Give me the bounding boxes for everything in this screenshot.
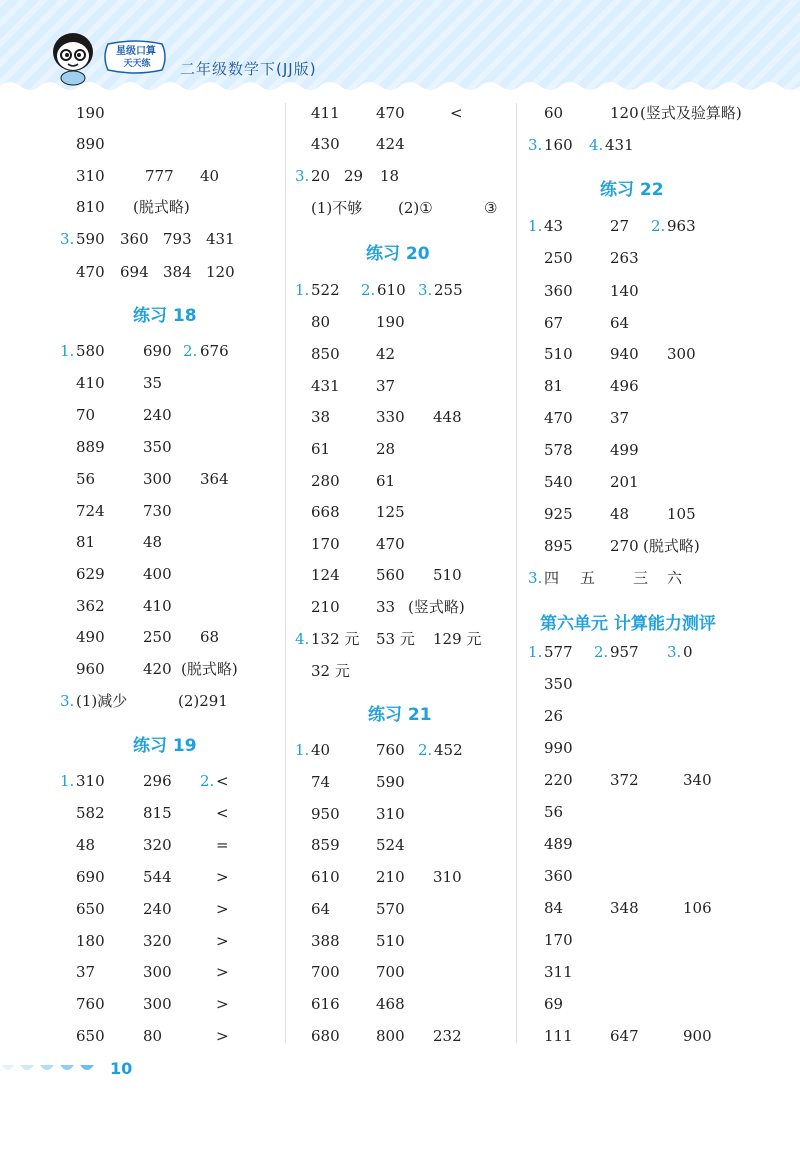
answer-cell: 889 <box>76 438 105 456</box>
answer-cell: 700 <box>376 963 405 981</box>
answer-cell: 160 <box>544 136 573 154</box>
answer-cell: 255 <box>434 281 463 299</box>
answer-cell: 578 <box>544 441 573 459</box>
answer-cell: 963 <box>667 217 696 235</box>
answer-cell: 38 <box>311 408 331 426</box>
answer-cell: 56 <box>76 470 96 488</box>
mascot-icon <box>50 30 96 86</box>
answer-cell: 680 <box>311 1027 340 1045</box>
answer-cell: 81 <box>76 533 96 551</box>
answer-cell: > <box>216 995 229 1013</box>
answer-cell: 120 <box>206 263 235 281</box>
answer-cell: 53 元 <box>376 630 415 648</box>
answer-cell: 120 <box>610 104 639 122</box>
answer-cell: 410 <box>143 597 172 615</box>
logo-text-top: 星级口算 <box>116 46 156 57</box>
answer-cell: 220 <box>544 771 573 789</box>
answer-cell: 106 <box>683 899 712 917</box>
answer-cell: 957 <box>610 643 639 661</box>
answer-cell: 250 <box>143 628 172 646</box>
column-divider <box>516 103 517 1043</box>
answer-cell: 310 <box>76 772 105 790</box>
answer-cell: (1)不够 <box>311 199 363 217</box>
answer-cell: 81 <box>544 377 564 395</box>
answer-cell: 470 <box>76 263 105 281</box>
question-number: 2. <box>594 643 609 661</box>
answer-cell: 362 <box>76 597 105 615</box>
answer-cell: 850 <box>311 345 340 363</box>
answer-cell: 74 <box>311 773 331 791</box>
section-heading: 第六单元 计算能力测评 <box>540 614 716 634</box>
answer-cell: 35 <box>143 374 163 392</box>
answer-cell: > <box>216 932 229 950</box>
answer-cell: 859 <box>311 836 340 854</box>
answer-cell: 80 <box>311 313 331 331</box>
answer-cell: 43 <box>544 217 564 235</box>
answer-cell: 431 <box>206 230 235 248</box>
question-number: 1. <box>528 643 543 661</box>
answer-cell: 360 <box>544 867 573 885</box>
answer-cell: 18 <box>380 167 400 185</box>
answer-cell: 490 <box>76 628 105 646</box>
answer-cell: 810 <box>76 198 105 216</box>
answer-cell: 310 <box>76 167 105 185</box>
question-number: 1. <box>295 281 310 299</box>
answer-cell: 37 <box>76 963 96 981</box>
answer-cell: 760 <box>376 741 405 759</box>
answer-cell: 540 <box>544 473 573 491</box>
answer-cell: 524 <box>376 836 405 854</box>
answer-cell: 668 <box>311 503 340 521</box>
answer-cell: 105 <box>667 505 696 523</box>
question-number: 2. <box>418 741 433 759</box>
answer-cell: 468 <box>376 995 405 1013</box>
answer-cell: 582 <box>76 804 105 822</box>
answer-cell: > <box>216 1027 229 1045</box>
answer-cell: 650 <box>76 900 105 918</box>
answer-cell: 20 <box>311 167 331 185</box>
answer-cell: 201 <box>610 473 639 491</box>
answer-cell: 48 <box>143 533 163 551</box>
answer-cell: 940 <box>610 345 639 363</box>
answer-cell: 61 <box>376 472 396 490</box>
answer-cell: 544 <box>143 868 172 886</box>
answer-cell: 310 <box>376 805 405 823</box>
answer-cell: = <box>216 836 229 854</box>
answer-note: (脱式略) <box>181 660 238 678</box>
answer-cell: 690 <box>143 342 172 360</box>
answer-cell: 56 <box>544 803 564 821</box>
answer-cell: 28 <box>376 440 396 458</box>
answer-cell: 690 <box>76 868 105 886</box>
answer-cell: 499 <box>610 441 639 459</box>
answer-cell: 647 <box>610 1027 639 1045</box>
answer-cell: 560 <box>376 566 405 584</box>
answer-cell: 263 <box>610 249 639 267</box>
answer-cell: 三 <box>633 569 649 587</box>
answer-cell: 320 <box>143 932 172 950</box>
question-number: 3. <box>60 230 75 248</box>
answer-cell: 610 <box>377 281 406 299</box>
answer-cell: 64 <box>610 314 630 332</box>
question-number: 3. <box>418 281 433 299</box>
answer-cell: 180 <box>76 932 105 950</box>
answer-cell: 310 <box>433 868 462 886</box>
answer-cell: 68 <box>200 628 220 646</box>
question-number: 1. <box>60 772 75 790</box>
answer-cell: < <box>450 104 463 122</box>
answer-cell: 800 <box>376 1027 405 1045</box>
question-number: 1. <box>528 217 543 235</box>
answer-cell: 372 <box>610 771 639 789</box>
answer-cell: 330 <box>376 408 405 426</box>
answer-cell: 570 <box>376 900 405 918</box>
question-number: 3. <box>667 643 682 661</box>
answer-cell: 510 <box>544 345 573 363</box>
answer-cell: 760 <box>76 995 105 1013</box>
answer-cell: 470 <box>544 409 573 427</box>
answer-cell: 676 <box>200 342 229 360</box>
answer-cell: 250 <box>544 249 573 267</box>
section-heading: 练习 22 <box>600 180 664 200</box>
answer-cell: 360 <box>544 282 573 300</box>
answer-cell: 650 <box>76 1027 105 1045</box>
section-heading: 练习 18 <box>133 306 197 326</box>
answer-cell: 431 <box>605 136 634 154</box>
answer-cell: 240 <box>143 900 172 918</box>
answer-cell: 190 <box>76 104 105 122</box>
answer-cell: 311 <box>544 963 573 981</box>
answer-cell: 37 <box>610 409 630 427</box>
answer-cell: 340 <box>683 771 712 789</box>
answer-cell: 64 <box>311 900 331 918</box>
answer-cell: 580 <box>76 342 105 360</box>
answer-note: (竖式及验算略) <box>640 104 742 122</box>
answer-cell: 48 <box>610 505 630 523</box>
question-number: 3. <box>528 569 543 587</box>
answer-cell: 26 <box>544 707 564 725</box>
answer-cell: (2)291 <box>178 692 228 710</box>
answer-cell: 793 <box>163 230 192 248</box>
answer-cell: 431 <box>311 377 340 395</box>
answer-cell: > <box>216 868 229 886</box>
answer-cell: 132 元 <box>311 630 360 648</box>
answer-cell: 170 <box>311 535 340 553</box>
answer-cell: (2)① <box>398 199 433 217</box>
answer-cell: 430 <box>311 135 340 153</box>
question-number: 4. <box>589 136 604 154</box>
answer-cell: 448 <box>433 408 462 426</box>
answer-note: (竖式略) <box>408 598 465 616</box>
answer-cell: 496 <box>610 377 639 395</box>
logo-text-bottom: 天天练 <box>123 59 151 69</box>
answer-cell: 125 <box>376 503 405 521</box>
answer-cell: > <box>216 900 229 918</box>
question-number: 2. <box>361 281 376 299</box>
answer-cell: 777 <box>145 167 174 185</box>
answer-cell: 522 <box>311 281 340 299</box>
question-number: 2. <box>651 217 666 235</box>
answer-cell: 270 <box>610 537 639 555</box>
section-heading: 练习 21 <box>368 705 432 725</box>
answer-cell: 384 <box>163 263 192 281</box>
answer-cell: 210 <box>311 598 340 616</box>
answer-cell: 890 <box>76 135 105 153</box>
answer-cell: (1)减少 <box>76 692 128 710</box>
answer-cell: 489 <box>544 835 573 853</box>
answer-cell: 240 <box>143 406 172 424</box>
answer-cell: ③ <box>484 199 498 217</box>
answer-cell: 510 <box>433 566 462 584</box>
answer-cell: 411 <box>311 104 340 122</box>
answer-cell: 350 <box>143 438 172 456</box>
answer-cell: 111 <box>544 1027 573 1045</box>
answer-cell: 67 <box>544 314 564 332</box>
section-heading: 练习 19 <box>133 736 197 756</box>
question-number: 3. <box>528 136 543 154</box>
answer-cell: 900 <box>683 1027 712 1045</box>
answer-cell: 364 <box>200 470 229 488</box>
answer-cell: 210 <box>376 868 405 886</box>
answer-cell: 320 <box>143 836 172 854</box>
answer-cell: 27 <box>610 217 630 235</box>
answer-cell: 300 <box>143 963 172 981</box>
answer-cell: 232 <box>433 1027 462 1045</box>
answer-cell: 32 元 <box>311 662 350 680</box>
answer-cell: 48 <box>76 836 96 854</box>
answer-cell: 420 <box>143 660 172 678</box>
answer-cell: 694 <box>120 263 149 281</box>
answer-cell: 124 <box>311 566 340 584</box>
answer-cell: 80 <box>143 1027 163 1045</box>
answer-cell: 730 <box>143 502 172 520</box>
column-divider <box>285 103 286 1043</box>
question-number: 3. <box>60 692 75 710</box>
answer-cell: 0 <box>683 643 693 661</box>
answer-cell: 452 <box>434 741 463 759</box>
answer-cell: 42 <box>376 345 396 363</box>
answer-cell: 470 <box>376 535 405 553</box>
answer-cell: 990 <box>544 739 573 757</box>
answer-cell: 424 <box>376 135 405 153</box>
answer-cell: 40 <box>200 167 220 185</box>
answer-cell: 40 <box>311 741 331 759</box>
answer-cell: 388 <box>311 932 340 950</box>
answer-cell: 84 <box>544 899 564 917</box>
question-number: 1. <box>295 741 310 759</box>
answer-cell: 616 <box>311 995 340 1013</box>
answer-cell: 300 <box>143 470 172 488</box>
answer-cell: 170 <box>544 931 573 949</box>
section-heading: 练习 20 <box>366 244 430 264</box>
question-number: 4. <box>295 630 310 648</box>
answer-cell: 280 <box>311 472 340 490</box>
answer-cell: 六 <box>667 569 683 587</box>
answer-cell: 70 <box>76 406 96 424</box>
answer-cell: 29 <box>344 167 364 185</box>
answer-note: (脱式略) <box>643 537 700 555</box>
answer-cell: 348 <box>610 899 639 917</box>
answer-cell: 300 <box>143 995 172 1013</box>
question-number: 3. <box>295 167 310 185</box>
answer-cell: 400 <box>143 565 172 583</box>
answer-cell: > <box>216 963 229 981</box>
answer-cell: 296 <box>143 772 172 790</box>
answer-cell: 300 <box>667 345 696 363</box>
answer-cell: 629 <box>76 565 105 583</box>
answer-cell: 610 <box>311 868 340 886</box>
answer-cell: 350 <box>544 675 573 693</box>
answer-cell: 510 <box>376 932 405 950</box>
answer-cell: 190 <box>376 313 405 331</box>
answer-cell: 590 <box>76 230 105 248</box>
answer-cell: < <box>216 804 229 822</box>
answer-cell: 61 <box>311 440 331 458</box>
answer-cell: 69 <box>544 995 564 1013</box>
answer-cell: 950 <box>311 805 340 823</box>
answer-cell: 33 <box>376 598 396 616</box>
answer-cell: 37 <box>376 377 396 395</box>
answer-cell: 140 <box>610 282 639 300</box>
answer-cell: 700 <box>311 963 340 981</box>
answer-note: (脱式略) <box>133 198 190 216</box>
answer-cell: 五 <box>580 569 596 587</box>
page-number: 10 <box>110 1059 133 1078</box>
question-number: 2. <box>200 772 215 790</box>
answer-cell: 360 <box>120 230 149 248</box>
footer-dots-decoration <box>0 1063 110 1075</box>
answer-cell: 410 <box>76 374 105 392</box>
answer-cell: 129 元 <box>433 630 482 648</box>
question-number: 2. <box>183 342 198 360</box>
question-number: 1. <box>60 342 75 360</box>
answer-cell: 四 <box>544 569 560 587</box>
answer-cell: 925 <box>544 505 573 523</box>
answer-cell: 60 <box>544 104 564 122</box>
answer-cell: 960 <box>76 660 105 678</box>
page-title: 二年级数学下(JJ版) <box>180 60 317 78</box>
answer-cell: 895 <box>544 537 573 555</box>
answer-cell: 590 <box>376 773 405 791</box>
answer-cell: 724 <box>76 502 105 520</box>
answer-cell: 815 <box>143 804 172 822</box>
answer-cell: < <box>216 772 229 790</box>
answer-cell: 577 <box>544 643 573 661</box>
header-wave-edge <box>0 78 800 100</box>
answer-cell: 470 <box>376 104 405 122</box>
